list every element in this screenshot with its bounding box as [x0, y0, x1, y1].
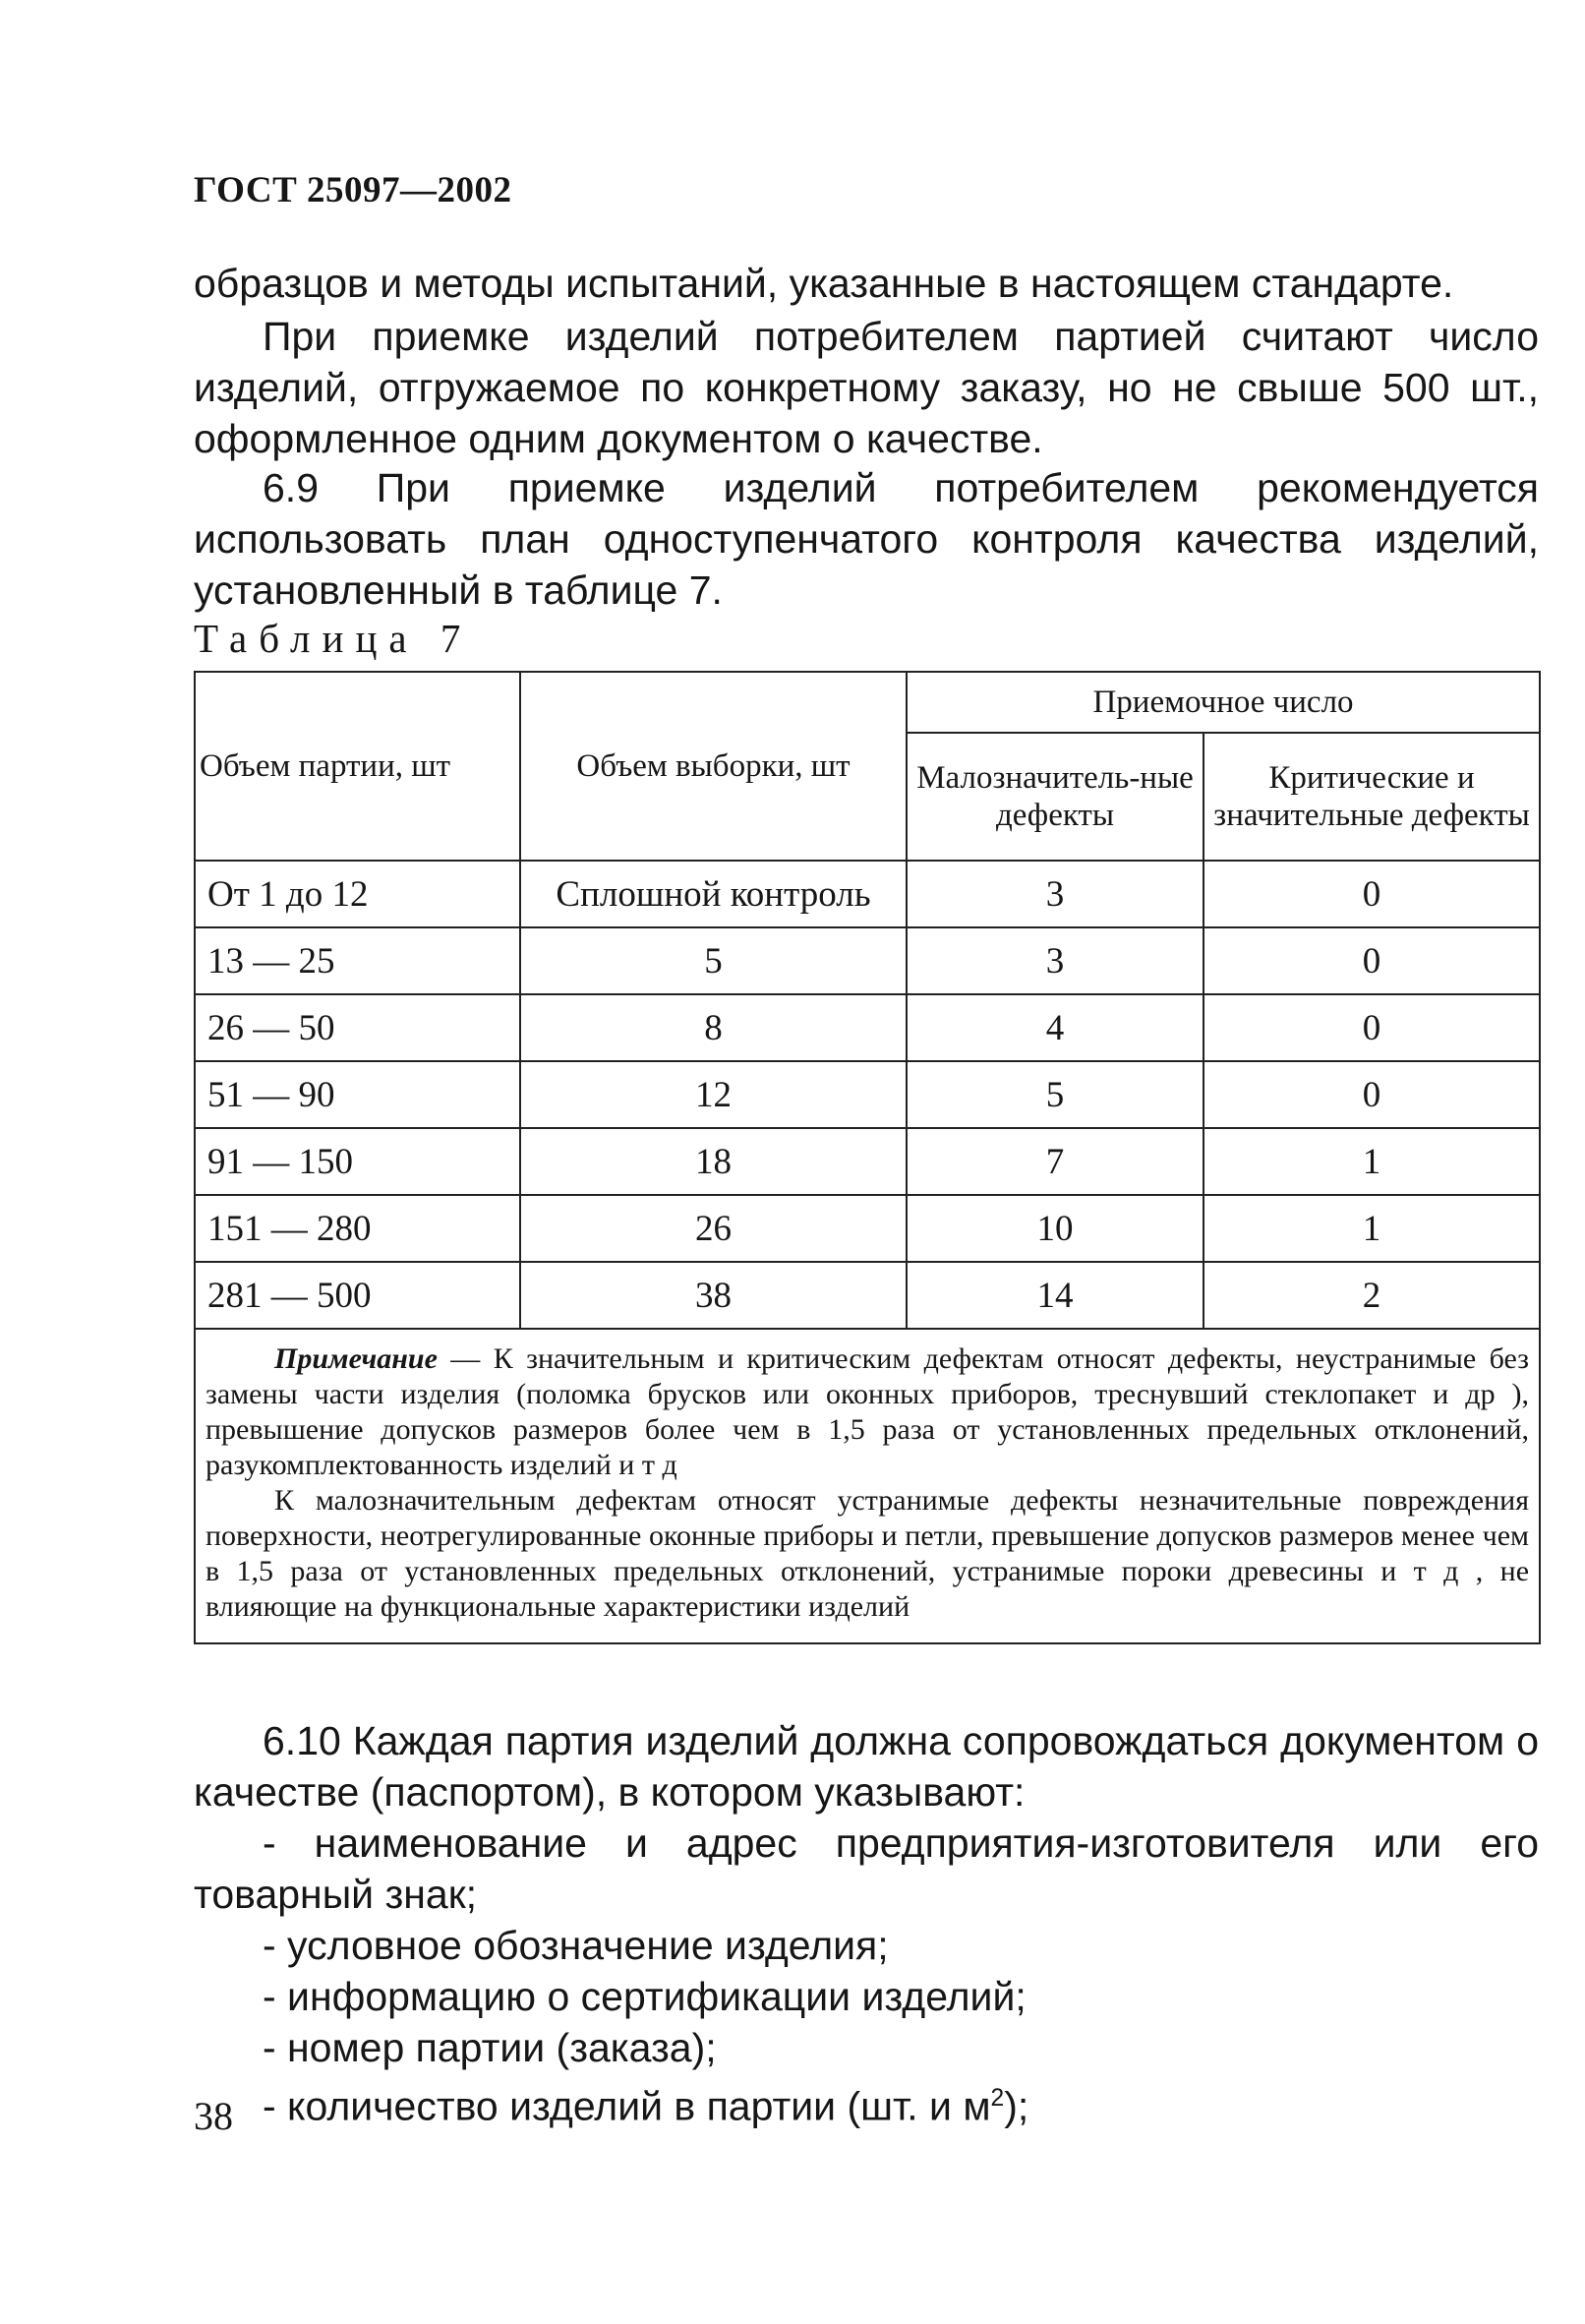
cell-sample: 18 [520, 1128, 907, 1195]
cell-sample: 38 [520, 1262, 907, 1329]
cell-minor: 4 [907, 994, 1203, 1061]
table-row [195, 1128, 1540, 1195]
header-lot-size: Объем партии, шт [195, 672, 520, 861]
cell-critical: 2 [1203, 1262, 1540, 1329]
cell-lot: От 1 до 12 [195, 861, 520, 927]
list-item-text: - количество изделий в партии (шт. и м [263, 2083, 991, 2129]
table-row [195, 1262, 1540, 1329]
document-header: ГОСТ 25097—2002 [194, 170, 512, 210]
list-item: - информацию о сертификации изделий; [263, 1974, 1027, 2019]
cell-minor: 14 [907, 1262, 1203, 1329]
cell-lot: 51 — 90 [195, 1061, 520, 1128]
header-acceptance-number: Приемочное число [907, 672, 1540, 733]
list-item: - номер партии (заказа); [263, 2025, 717, 2070]
table-note [195, 1329, 1540, 1643]
cell-sample: 5 [520, 927, 907, 994]
page-number: 38 [194, 2094, 233, 2138]
cell-minor: 3 [907, 927, 1203, 994]
cell-minor: 10 [907, 1195, 1203, 1262]
section-6-10 [194, 1715, 1539, 2132]
list-item-tail: ); [1004, 2083, 1029, 2129]
table-row [195, 1061, 1540, 1128]
cell-sample: 26 [520, 1195, 907, 1262]
cell-critical: 0 [1203, 927, 1540, 994]
header-critical-defects: Критические и значительные дефекты [1203, 733, 1540, 861]
cell-critical: 0 [1203, 861, 1540, 927]
note-paragraph-2: К малозначительным дефектам относят устранимые дефекты незначительные повреждения поверхности, неотрегулированные оконные приборы и петли, превышение допусков размеров менее чем в 1,5 раза от установленных предельных отклонений, устранимые пороки древесины и т д , не влияющие на функциональные характеристики изделий [205, 1484, 1530, 1623]
cell-lot: 91 — 150 [195, 1128, 520, 1195]
cell-lot: 151 — 280 [195, 1195, 520, 1262]
paragraph-lot-definition: При приемке изделий потребителем партией считают число изделий, отгружаемое по конкретному заказу, но не свыше 500 шт., оформленное одним документом о качестве. [194, 314, 1539, 461]
table-row [195, 994, 1540, 1061]
cell-minor: 7 [907, 1128, 1203, 1195]
cell-sample: 12 [520, 1061, 907, 1128]
cell-critical: 1 [1203, 1195, 1540, 1262]
list-item: - условное обозначение изделия; [263, 1923, 889, 1968]
note-label: Примечание [274, 1342, 438, 1375]
cell-lot: 13 — 25 [195, 927, 520, 994]
cell-sample: 8 [520, 994, 907, 1061]
table-row [195, 1195, 1540, 1262]
header-sample-size: Объем выборки, шт [520, 672, 907, 861]
cell-minor: 3 [907, 861, 1203, 927]
note-paragraph-1 [205, 1341, 1529, 1483]
cell-lot: 281 — 500 [195, 1262, 520, 1329]
table-caption: Таблица 7 [194, 616, 473, 661]
paragraph-continuation: образцов и методы испытаний, указанные в настоящем стандарте. [194, 261, 1454, 306]
table-7 [194, 671, 1541, 1644]
table-row [195, 927, 1540, 994]
cell-critical: 0 [1203, 994, 1540, 1061]
paragraph-6-9: 6.9 При приемке изделий потребителем рекомендуется использовать план одноступенчатого контроля качества изделий, установленный в таблице 7. [194, 465, 1539, 613]
superscript: 2 [990, 2085, 1005, 2112]
table-row [195, 861, 1540, 927]
cell-minor: 5 [907, 1061, 1203, 1128]
cell-critical: 0 [1203, 1061, 1540, 1128]
header-minor-defects: Малозначитель-ные дефекты [907, 733, 1203, 861]
cell-sample: Сплошной контроль [520, 861, 907, 927]
cell-lot: 26 — 50 [195, 994, 520, 1061]
cell-critical: 1 [1203, 1128, 1540, 1195]
list-item: - наименование и адрес предприятия-изготовителя или его товарный знак; [194, 1820, 1539, 1917]
note-text-1: — К значительным и критическим дефектам относят дефекты, неустранимые без замены части изделия (поломка брусков или оконных приборов, треснувший стеклопакет и др ), превышение допусков размеров более чем в 1,5 раза от установленных предельных отклонений, разукомплектованность изделий и т д [205, 1342, 1530, 1481]
list-item-quantity [194, 2073, 1539, 2132]
section-6-10-intro: 6.10 Каждая партия изделий должна сопровождаться документом о качестве (паспортом), в котором указывают: [194, 1718, 1539, 1815]
